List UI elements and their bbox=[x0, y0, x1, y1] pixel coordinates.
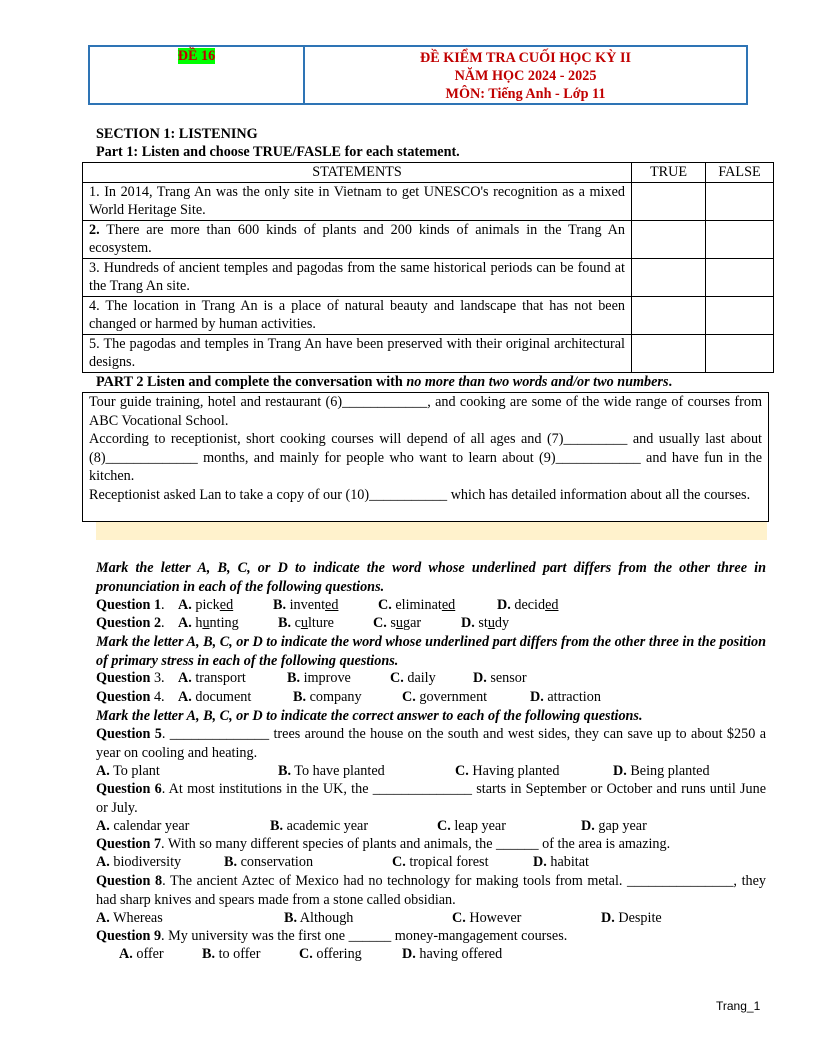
instruction-stress: Mark the letter A, B, C, or D to indicate the word whose underlined part differs from the other three in the position of primary stress in each of the following questions. bbox=[96, 634, 766, 669]
option-text: habitat bbox=[546, 854, 589, 870]
true-cell[interactable] bbox=[632, 220, 706, 258]
header-statements: STATEMENTS bbox=[83, 163, 632, 183]
true-cell[interactable] bbox=[632, 258, 706, 296]
statement-cell bbox=[83, 258, 632, 296]
option-text: Being planted bbox=[626, 763, 710, 779]
option-text: s bbox=[386, 615, 396, 631]
option-text: Although bbox=[297, 910, 354, 926]
statement-text: In 2014, Trang An was the only site in Vietnam to get UNESCO's recognition as a mixed World Heritage Site. bbox=[89, 183, 625, 218]
header-true: TRUE bbox=[632, 163, 706, 183]
option-text: To have planted bbox=[291, 763, 385, 779]
question-5 bbox=[96, 725, 766, 762]
question-label: Question 7 bbox=[96, 836, 162, 852]
statement-text: Hundreds of ancient temples and pagodas from the same historical periods can be found at the Trang An site. bbox=[89, 259, 625, 294]
question-sep: . bbox=[161, 597, 165, 613]
option-text: nting bbox=[209, 615, 239, 631]
q2-option-c[interactable] bbox=[373, 614, 421, 633]
q9-option-b[interactable] bbox=[202, 945, 260, 964]
option-text: To plant bbox=[109, 763, 160, 779]
q5-option-a[interactable] bbox=[96, 762, 160, 781]
highlight-band bbox=[96, 522, 767, 540]
conversation-paragraph: Receptionist asked Lan to take a copy of our (10)___________ which has detailed information about all the courses. bbox=[89, 486, 751, 503]
q8-option-a[interactable] bbox=[96, 909, 163, 928]
option-letter: C. bbox=[455, 763, 469, 779]
option-letter: B. bbox=[224, 854, 238, 870]
option-letter: D. bbox=[402, 946, 416, 962]
q4-option-d[interactable] bbox=[530, 688, 601, 707]
option-underlined: u bbox=[487, 615, 495, 631]
table-row bbox=[83, 182, 774, 220]
statement-text: There are more than 600 kinds of plants and 200 kinds of animals in the Trang An ecosystem. bbox=[89, 221, 625, 256]
header-false: FALSE bbox=[706, 163, 774, 183]
option-letter: A. bbox=[178, 670, 192, 686]
option-text: gar bbox=[402, 615, 422, 631]
option-text: invent bbox=[286, 597, 326, 613]
q7-option-b[interactable] bbox=[224, 853, 313, 872]
statement-number: 2. bbox=[89, 221, 100, 238]
statement-cell bbox=[83, 334, 632, 372]
option-text: h bbox=[191, 615, 203, 631]
option-underlined: u bbox=[300, 615, 308, 631]
statement-number: 5. bbox=[89, 335, 100, 352]
q9-option-c[interactable] bbox=[299, 945, 362, 964]
question-text: . ______________ trees around the house on the south and west sides, they can save up to about $250 a year on cooling and heating. bbox=[96, 726, 766, 761]
part2-title-italic: no more than two words and/or two numbers bbox=[406, 374, 669, 390]
q2-option-b[interactable] bbox=[278, 614, 334, 633]
question-6 bbox=[96, 780, 766, 817]
option-text: having offered bbox=[415, 946, 503, 962]
instruction-pronunciation: Mark the letter A, B, C, or D to indicate the word whose underlined part differs from the other three in pronunciation in each of the following questions. bbox=[96, 560, 766, 595]
question-label: Question 8 bbox=[96, 873, 163, 889]
option-letter: C. bbox=[452, 910, 466, 926]
option-letter: B. bbox=[278, 763, 292, 779]
option-letter: A. bbox=[178, 597, 192, 613]
subject: MÔN: Tiếng Anh - Lớp 11 bbox=[445, 86, 606, 102]
option-letter: C. bbox=[390, 670, 404, 686]
option-letter: D. bbox=[473, 670, 487, 686]
option-letter: B. bbox=[287, 670, 301, 686]
question-label: Question bbox=[96, 670, 151, 686]
option-letter: A. bbox=[96, 818, 110, 834]
option-letter: B. bbox=[273, 597, 287, 613]
q3-option-c[interactable] bbox=[390, 669, 436, 688]
statement-number: 1. bbox=[89, 183, 100, 200]
option-letter: A. bbox=[96, 763, 110, 779]
option-underlined: ed bbox=[325, 597, 339, 613]
q1-option-b[interactable] bbox=[273, 596, 338, 615]
option-text: conservation bbox=[237, 854, 314, 870]
question-label: Question 9 bbox=[96, 928, 162, 944]
q6-option-c[interactable] bbox=[437, 817, 506, 836]
q4-option-c[interactable] bbox=[402, 688, 487, 707]
option-underlined: ed bbox=[545, 597, 559, 613]
question-7 bbox=[96, 835, 766, 854]
option-text: sensor bbox=[486, 670, 527, 686]
option-text: calendar year bbox=[109, 818, 190, 834]
part1-title: Part 1: Listen and choose TRUE/FASLE for each statement. bbox=[96, 144, 460, 160]
table-row bbox=[83, 258, 774, 296]
q8-option-d[interactable] bbox=[601, 909, 662, 928]
option-letter: D. bbox=[613, 763, 627, 779]
exam-title: ĐỀ KIỂM TRA CUỐI HỌC KỲ II bbox=[419, 50, 631, 66]
q7-option-d[interactable] bbox=[533, 853, 589, 872]
option-letter: C. bbox=[373, 615, 387, 631]
table-row bbox=[83, 220, 774, 258]
option-text: Whereas bbox=[109, 910, 163, 926]
table-row bbox=[83, 334, 774, 372]
conversation-paragraph: According to receptionist, short cooking courses will depend of all ages and (7)_________ and usually last about (8)_____________ months, and mainly for people who want to learn about (9)____________ and have fun in the kitchen. bbox=[89, 431, 762, 484]
option-text: daily bbox=[403, 670, 436, 686]
option-text: tropical forest bbox=[405, 854, 489, 870]
question-8 bbox=[96, 872, 766, 909]
part2-title bbox=[96, 373, 672, 392]
option-letter: D. bbox=[461, 615, 475, 631]
question-text: . My university was the first one ______ money-mangagement courses. bbox=[161, 928, 568, 944]
q3-option-d[interactable] bbox=[473, 669, 527, 688]
option-text: offering bbox=[312, 946, 362, 962]
option-text: improve bbox=[300, 670, 351, 686]
option-letter: C. bbox=[299, 946, 313, 962]
statement-number: 3. bbox=[89, 259, 100, 276]
option-text: document bbox=[191, 689, 252, 705]
false-cell[interactable] bbox=[706, 334, 774, 372]
option-letter: C. bbox=[392, 854, 406, 870]
option-text: lture bbox=[307, 615, 334, 631]
option-letter: A. bbox=[119, 946, 133, 962]
option-letter: A. bbox=[96, 854, 110, 870]
question-number: 3. bbox=[150, 670, 165, 686]
question-label: Question 2 bbox=[96, 615, 162, 631]
exam-code: ĐỀ 16 bbox=[177, 48, 216, 64]
part2-title-text: PART 2 Listen and complete the conversation with bbox=[96, 374, 407, 390]
option-letter: A. bbox=[178, 615, 192, 631]
option-letter: C. bbox=[378, 597, 392, 613]
q6-option-d[interactable] bbox=[581, 817, 647, 836]
question-label: Question 1 bbox=[96, 597, 162, 613]
statement-cell bbox=[83, 220, 632, 258]
exam-code-cell bbox=[90, 47, 305, 103]
question-text: . At most institutions in the UK, the ______________ starts in September or October and runs until June or July. bbox=[96, 781, 766, 816]
q4-option-a[interactable] bbox=[178, 688, 251, 707]
statement-text: The location in Trang An is a place of natural beauty and landscape that has not been changed or harmed by human activities. bbox=[89, 297, 625, 332]
false-cell[interactable] bbox=[706, 258, 774, 296]
q8-option-c[interactable] bbox=[452, 909, 521, 928]
option-text: leap year bbox=[450, 818, 506, 834]
instruction-correct-answer: Mark the letter A, B, C, or D to indicate the correct answer to each of the following questions. bbox=[96, 708, 643, 724]
section-title: SECTION 1: LISTENING bbox=[96, 126, 258, 142]
true-cell[interactable] bbox=[632, 334, 706, 372]
option-letter: D. bbox=[497, 597, 511, 613]
option-letter: D. bbox=[533, 854, 547, 870]
option-underlined: ed bbox=[441, 597, 456, 613]
q2-option-a[interactable] bbox=[178, 614, 239, 633]
option-letter: D. bbox=[530, 689, 544, 705]
q5-option-c[interactable] bbox=[455, 762, 559, 781]
option-text: company bbox=[306, 689, 362, 705]
question-text: . The ancient Aztec of Mexico had no technology for making tools from metal. _______________, they had sharp knives and spears made from a stone called obsidian. bbox=[96, 873, 766, 908]
question-label: Question 6 bbox=[96, 781, 162, 797]
q5-option-d[interactable] bbox=[613, 762, 710, 781]
option-letter: B. bbox=[284, 910, 298, 926]
option-text: biodiversity bbox=[109, 854, 182, 870]
option-letter: B. bbox=[293, 689, 307, 705]
true-cell[interactable] bbox=[632, 182, 706, 220]
false-cell[interactable] bbox=[706, 220, 774, 258]
q5-option-b[interactable] bbox=[278, 762, 385, 781]
option-underlined: u bbox=[202, 615, 210, 631]
option-text: academic year bbox=[283, 818, 369, 834]
option-letter: C. bbox=[437, 818, 451, 834]
page-number: Trang_1 bbox=[716, 999, 761, 1013]
q1-option-c[interactable] bbox=[378, 596, 455, 615]
q3-option-a[interactable] bbox=[178, 669, 246, 688]
q7-option-a[interactable] bbox=[96, 853, 181, 872]
q9-option-d[interactable] bbox=[402, 945, 502, 964]
option-underlined: u bbox=[395, 615, 403, 631]
question-text: . With so many different species of plants and animals, the ______ of the area is amazing. bbox=[161, 836, 671, 852]
option-text: dy bbox=[494, 615, 510, 631]
option-letter: D. bbox=[581, 818, 595, 834]
false-cell[interactable] bbox=[706, 296, 774, 334]
conversation-paragraph: Tour guide training, hotel and restaurant (6)____________, and cooking are some of the wide range of courses from ABC Vocational School. bbox=[89, 394, 762, 429]
option-text: Having planted bbox=[468, 763, 560, 779]
statement-cell bbox=[83, 296, 632, 334]
question-label: Question 5 bbox=[96, 726, 162, 742]
exam-header-box bbox=[88, 45, 748, 105]
option-text: gap year bbox=[594, 818, 647, 834]
option-letter: B. bbox=[278, 615, 292, 631]
false-cell[interactable] bbox=[706, 182, 774, 220]
option-letter: B. bbox=[270, 818, 284, 834]
option-underlined: ed bbox=[219, 597, 234, 613]
q4-option-b[interactable] bbox=[293, 688, 362, 707]
part2-title-end: . bbox=[668, 374, 673, 390]
true-cell[interactable] bbox=[632, 296, 706, 334]
school-year: NĂM HỌC 2024 - 2025 bbox=[454, 68, 597, 84]
q1-option-a[interactable] bbox=[178, 596, 233, 615]
q8-option-b[interactable] bbox=[284, 909, 353, 928]
option-text: c bbox=[291, 615, 301, 631]
option-text: Despite bbox=[614, 910, 662, 926]
question-9 bbox=[96, 927, 766, 946]
option-letter: C. bbox=[402, 689, 416, 705]
q3-option-b[interactable] bbox=[287, 669, 351, 688]
table-row bbox=[83, 296, 774, 334]
option-text: attraction bbox=[543, 689, 601, 705]
option-letter: A. bbox=[96, 910, 110, 926]
statement-text: The pagodas and temples in Trang An have been preserved with their original architectural designs. bbox=[89, 335, 625, 370]
conversation-box bbox=[82, 392, 769, 522]
q6-option-a[interactable] bbox=[96, 817, 189, 836]
option-letter: D. bbox=[601, 910, 615, 926]
table-header-row bbox=[83, 163, 774, 183]
question-sep: . bbox=[161, 615, 165, 631]
question-number: 4. bbox=[150, 689, 165, 705]
option-text: pick bbox=[191, 597, 220, 613]
option-text: offer bbox=[132, 946, 164, 962]
statements-table bbox=[82, 162, 774, 373]
statement-cell bbox=[83, 182, 632, 220]
exam-title-cell bbox=[305, 47, 746, 103]
option-text: government bbox=[415, 689, 488, 705]
q2-option-d[interactable] bbox=[461, 614, 509, 633]
option-letter: B. bbox=[202, 946, 216, 962]
q9-option-a[interactable] bbox=[119, 945, 164, 964]
option-letter: A. bbox=[178, 689, 192, 705]
option-text: eliminat bbox=[391, 597, 442, 613]
q7-option-c[interactable] bbox=[392, 853, 489, 872]
option-text: However bbox=[465, 910, 522, 926]
q6-option-b[interactable] bbox=[270, 817, 368, 836]
question-label: Question bbox=[96, 689, 151, 705]
option-text: to offer bbox=[215, 946, 261, 962]
option-text: decid bbox=[510, 597, 546, 613]
option-text: transport bbox=[191, 670, 246, 686]
statement-number: 4. bbox=[89, 297, 100, 314]
option-text: st bbox=[474, 615, 488, 631]
q1-option-d[interactable] bbox=[497, 596, 558, 615]
